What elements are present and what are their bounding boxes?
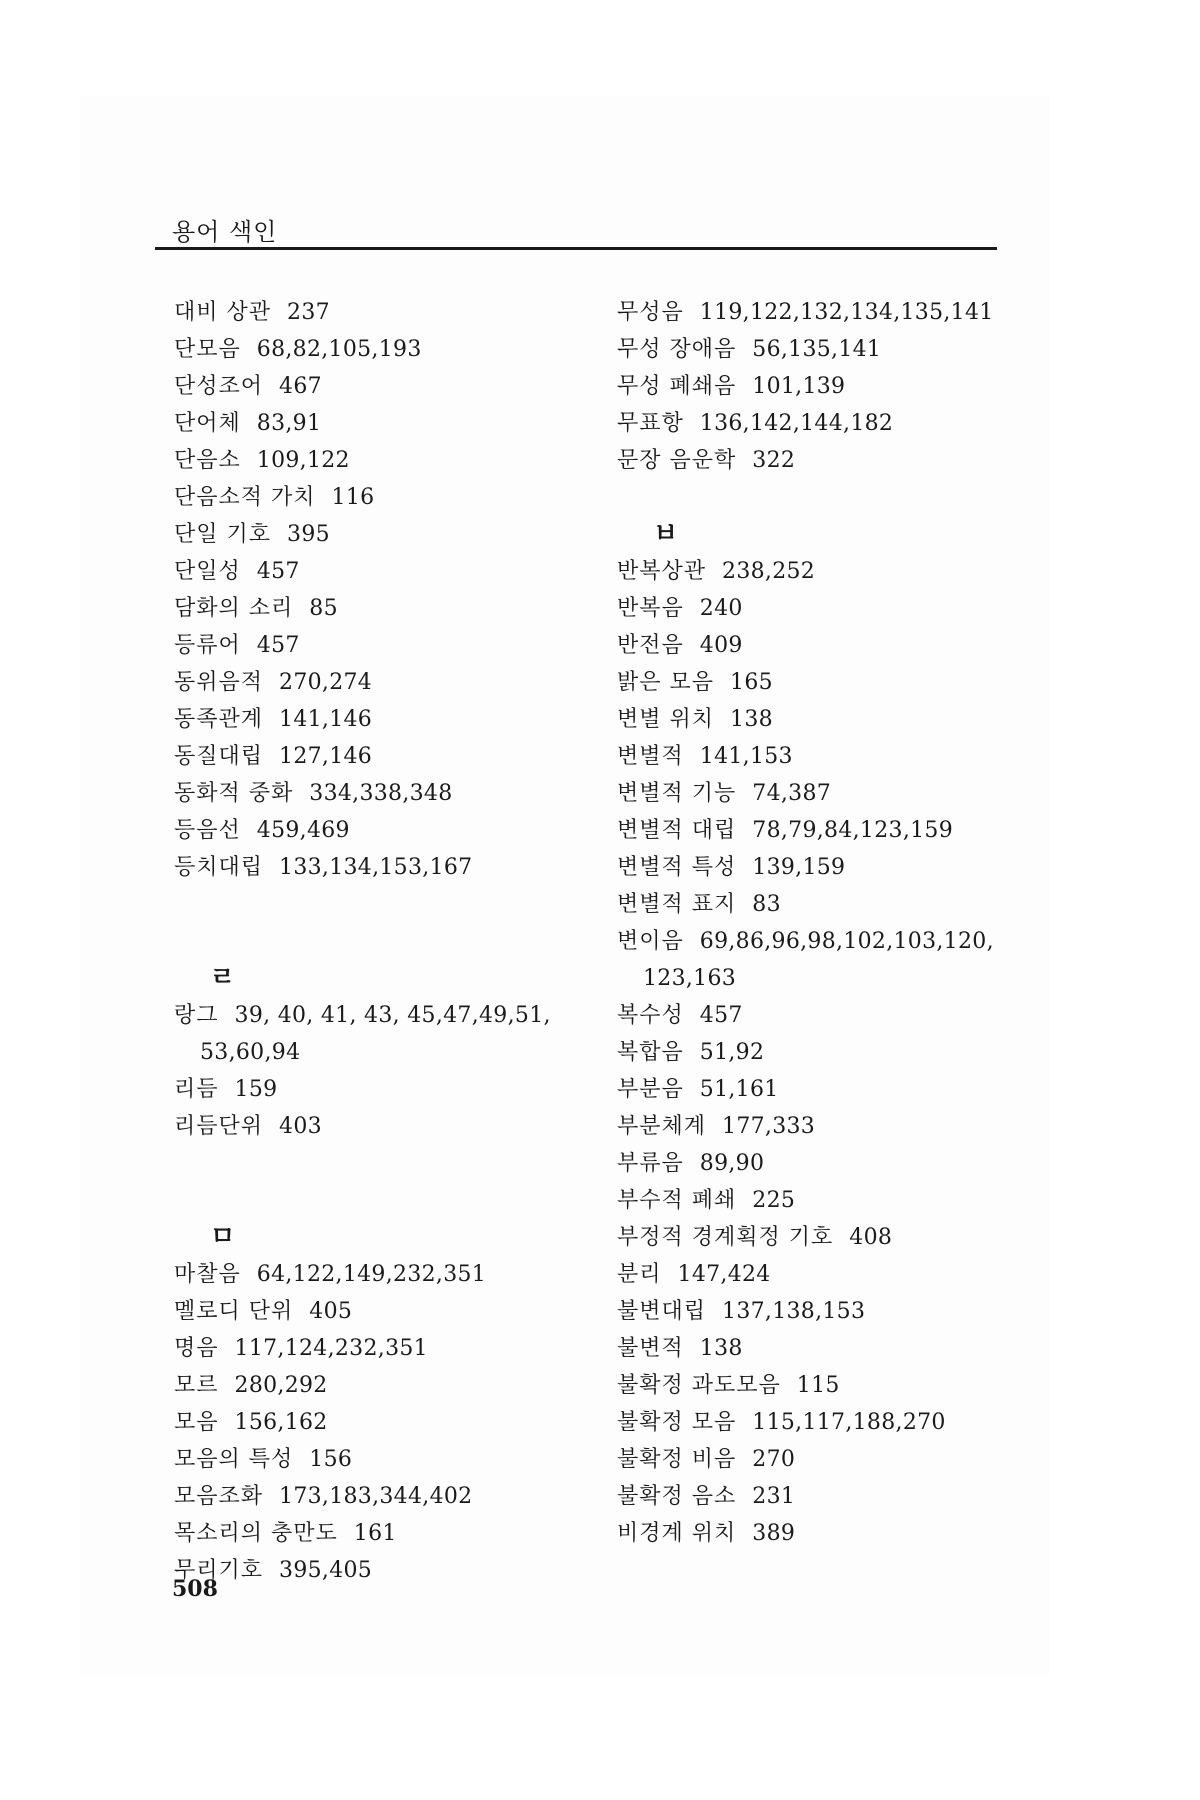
index-page-refs: 238,252 (722, 559, 816, 584)
index-term: 변별적 대립 (617, 818, 737, 843)
index-term: 무성 장애음 (617, 337, 737, 362)
index-entry (617, 849, 1037, 886)
index-page-refs: 138 (730, 707, 773, 732)
index-page-refs: 64,122,149,232,351 (256, 1262, 487, 1287)
index-term: 등치대립 (174, 855, 264, 880)
index-term: 불확정 과도모음 (617, 1373, 781, 1398)
index-entry (174, 1293, 594, 1330)
index-term: 변별적 표지 (617, 892, 737, 917)
index-term: 단일 기호 (174, 522, 272, 547)
index-entry (617, 1034, 1037, 1071)
index-page-refs: 165 (730, 670, 773, 695)
index-entry (174, 1441, 594, 1478)
index-page-refs: 51,92 (699, 1040, 765, 1065)
index-page-refs: 225 (752, 1188, 796, 1213)
index-term: 반전음 (617, 633, 684, 658)
index-page-refs: 138 (699, 1336, 743, 1361)
index-page-refs: 115 (796, 1373, 840, 1398)
index-term: 변별 위치 (617, 707, 715, 732)
index-term: 명음 (174, 1336, 219, 1361)
index-term: 변별적 (617, 744, 684, 769)
running-head: 용어 색인 (172, 218, 278, 246)
index-entry (174, 738, 594, 775)
index-page-refs: 139,159 (752, 855, 846, 880)
index-term: 등음선 (174, 818, 241, 843)
index-term: 단모음 (174, 337, 241, 362)
index-entry (617, 664, 1037, 701)
index-entry (617, 1145, 1037, 1182)
index-term: 단성조어 (174, 374, 264, 399)
index-entry (174, 1071, 594, 1108)
index-term: 단음소 (174, 448, 241, 473)
index-term: 불변적 (617, 1336, 684, 1361)
index-term: 비경계 위치 (617, 1521, 737, 1546)
index-entry (174, 664, 594, 701)
index-term: 불확정 음소 (617, 1484, 737, 1509)
index-page-refs: 156 (309, 1447, 353, 1472)
index-entry (617, 627, 1037, 664)
index-page-refs: 173,183,344,402 (279, 1484, 473, 1509)
index-page-refs: 127,146 (279, 744, 373, 769)
index-page-refs-continued: 123,163 (643, 966, 737, 991)
index-page-refs: 119,122,132,134,135,141 (699, 300, 994, 325)
index-entry (617, 1330, 1037, 1367)
index-term: 랑그 (174, 1003, 219, 1028)
index-entry (174, 701, 594, 738)
index-page-refs: 322 (752, 448, 796, 473)
index-entry (617, 1071, 1037, 1108)
index-term: 단일성 (174, 559, 241, 584)
index-term: 복수성 (617, 1003, 684, 1028)
index-entry (617, 590, 1037, 627)
index-page-refs: 89,90 (699, 1151, 765, 1176)
index-entry (617, 1256, 1037, 1293)
index-page-refs: 408 (849, 1225, 893, 1250)
index-page-refs: 231 (752, 1484, 796, 1509)
index-term: 밝은 모음 (617, 670, 715, 695)
index-term: 무표항 (617, 411, 684, 436)
index-page-refs: 161 (353, 1521, 397, 1546)
index-term: 목소리의 충만도 (174, 1521, 338, 1546)
index-term: 변별적 특성 (617, 855, 737, 880)
index-entry (617, 1367, 1037, 1404)
index-entry (174, 1367, 594, 1404)
section-letter-heading: ㅂ (653, 519, 679, 549)
index-term: 무성 폐쇄음 (617, 374, 737, 399)
index-page-refs: 115,117,188,270 (752, 1410, 946, 1435)
index-entry (617, 442, 1037, 479)
index-term: 동질대립 (174, 744, 264, 769)
section-letter-heading: ㅁ (210, 1222, 236, 1252)
index-page-refs: 78,79,84,123,159 (752, 818, 954, 843)
index-term: 멜로디 단위 (174, 1299, 294, 1324)
index-term: 부분체계 (617, 1114, 707, 1139)
index-page-refs: 51,161 (699, 1077, 779, 1102)
index-page-refs: 69,86,96,98,102,103,120, (699, 929, 994, 954)
index-term: 모음의 특성 (174, 1447, 294, 1472)
index-page-refs: 334,338,348 (309, 781, 453, 806)
index-page-refs: 141,153 (699, 744, 793, 769)
index-term: 담화의 소리 (174, 596, 294, 621)
index-entry (617, 1219, 1037, 1256)
index-term: 대비 상관 (174, 300, 272, 325)
index-page-refs: 74,387 (752, 781, 832, 806)
index-entry (617, 886, 1037, 923)
index-page-refs: 409 (699, 633, 743, 658)
index-page-refs: 116 (331, 485, 375, 510)
index-entry (174, 997, 594, 1071)
index-entry (174, 1552, 594, 1589)
index-page-refs: 83 (752, 892, 781, 917)
index-entry (617, 997, 1037, 1034)
index-term: 무리기호 (174, 1558, 264, 1583)
index-entry (174, 1478, 594, 1515)
index-term: 부류음 (617, 1151, 684, 1176)
index-term: 부정적 경계획정 기호 (617, 1225, 834, 1250)
index-page-refs: 270 (752, 1447, 796, 1472)
index-entry (617, 368, 1037, 405)
index-term: 동족관계 (174, 707, 264, 732)
index-term: 단어체 (174, 411, 241, 436)
index-entry (617, 812, 1037, 849)
index-entry (617, 1293, 1037, 1330)
index-page-refs: 467 (279, 374, 322, 399)
index-entry (617, 1478, 1037, 1515)
index-term: 불확정 비음 (617, 1447, 737, 1472)
index-term: 리듬단위 (174, 1114, 264, 1139)
index-column-right (617, 294, 1037, 1552)
index-entry (617, 1404, 1037, 1441)
index-page-refs: 68,82,105,193 (256, 337, 422, 362)
index-page-refs: 117,124,232,351 (234, 1336, 428, 1361)
index-term: 부수적 폐쇄 (617, 1188, 737, 1213)
index-term: 반복음 (617, 596, 684, 621)
index-entry (174, 1515, 594, 1552)
section-spacer (617, 479, 1037, 516)
index-entry (174, 590, 594, 627)
index-page-refs: 237 (287, 300, 330, 325)
index-term: 모음조화 (174, 1484, 264, 1509)
index-term: 변별적 기능 (617, 781, 737, 806)
index-page-refs: 177,333 (722, 1114, 816, 1139)
index-term: 변이음 (617, 929, 684, 954)
index-page-refs: 457 (256, 633, 300, 658)
index-term: 부분음 (617, 1077, 684, 1102)
index-page-refs: 395,405 (279, 1558, 373, 1583)
index-term: 모음 (174, 1410, 219, 1435)
index-entry (174, 405, 594, 442)
index-page-refs: 405 (309, 1299, 353, 1324)
index-entry (617, 775, 1037, 812)
section-spacer (174, 1145, 594, 1219)
index-entry (174, 479, 594, 516)
index-entry (617, 1182, 1037, 1219)
index-term: 복합음 (617, 1040, 684, 1065)
index-page-refs-continued: 53,60,94 (200, 1040, 301, 1065)
index-term: 동위음적 (174, 670, 264, 695)
index-entry (174, 331, 594, 368)
index-term: 문장 음운학 (617, 448, 737, 473)
index-term: 무성음 (617, 300, 684, 325)
index-term: 단음소적 가치 (174, 485, 316, 510)
index-page-refs: 147,424 (677, 1262, 771, 1287)
index-entry (617, 331, 1037, 368)
index-entry (617, 1441, 1037, 1478)
section-letter-heading: ㄹ (210, 963, 236, 993)
index-page-refs: 56,135,141 (752, 337, 882, 362)
index-term: 불확정 모음 (617, 1410, 737, 1435)
index-entry (174, 516, 594, 553)
index-entry (174, 775, 594, 812)
index-term: 동화적 중화 (174, 781, 294, 806)
index-term: 리듬 (174, 1077, 219, 1102)
index-page-refs: 389 (752, 1521, 796, 1546)
index-term: 모르 (174, 1373, 219, 1398)
index-page-refs: 133,134,153,167 (279, 855, 473, 880)
index-column-left (174, 294, 594, 1589)
index-page-refs: 403 (279, 1114, 322, 1139)
index-entry (174, 1108, 594, 1145)
index-entry (617, 923, 1037, 997)
index-page-refs: 109,122 (256, 448, 350, 473)
index-page-refs: 240 (699, 596, 743, 621)
index-page-refs: 457 (699, 1003, 743, 1028)
index-page-refs: 459,469 (256, 818, 350, 843)
index-entry (174, 368, 594, 405)
index-entry (617, 294, 1037, 331)
index-entry (617, 738, 1037, 775)
index-page-refs: 137,138,153 (722, 1299, 866, 1324)
index-entry (174, 1256, 594, 1293)
index-entry (174, 442, 594, 479)
index-page-refs: 85 (309, 596, 338, 621)
index-entry (174, 849, 594, 886)
index-entry (617, 1108, 1037, 1145)
index-entry (174, 627, 594, 664)
index-page-refs: 395 (287, 522, 330, 547)
index-entry (174, 294, 594, 331)
index-page-refs: 280,292 (234, 1373, 328, 1398)
index-page-refs: 159 (234, 1077, 278, 1102)
index-entry (617, 701, 1037, 738)
index-entry (617, 1515, 1037, 1552)
index-term: 마찰음 (174, 1262, 241, 1287)
index-entry (617, 405, 1037, 442)
index-term: 반복상관 (617, 559, 707, 584)
index-term: 불변대립 (617, 1299, 707, 1324)
index-page-refs: 457 (256, 559, 300, 584)
index-term: 등류어 (174, 633, 241, 658)
index-page-refs: 141,146 (279, 707, 373, 732)
index-page-refs: 39, 40, 41, 43, 45,47,49,51, (234, 1003, 551, 1028)
index-term: 분리 (617, 1262, 662, 1287)
section-spacer (174, 886, 594, 960)
index-entry (174, 1330, 594, 1367)
page-number: 508 (172, 1576, 218, 1602)
index-entry (617, 553, 1037, 590)
index-page-refs: 83,91 (256, 411, 322, 436)
index-page-refs: 156,162 (234, 1410, 328, 1435)
index-entry (174, 553, 594, 590)
index-page-refs: 270,274 (279, 670, 373, 695)
header-rule (155, 247, 997, 250)
index-entry (174, 812, 594, 849)
index-page-refs: 101,139 (752, 374, 846, 399)
index-page-refs: 136,142,144,182 (699, 411, 894, 436)
index-entry (174, 1404, 594, 1441)
